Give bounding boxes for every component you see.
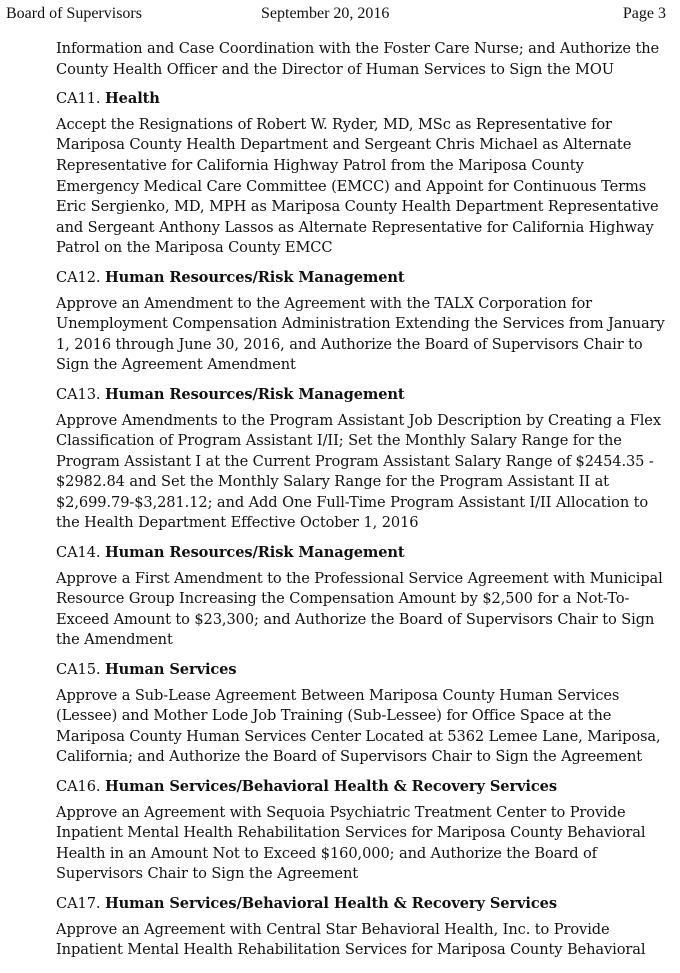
header-page-number: Page 3 xyxy=(622,5,666,22)
agenda-item-title: Human Services/Behavioral Health & Recovery Services xyxy=(104,894,557,912)
intro-paragraph: Information and Case Coordination with the Foster Care Nurse; and Authorize the County Health Officer and the Director of Human Services to Sign the MOU xyxy=(56,40,660,78)
agenda-item-ca14 xyxy=(56,543,668,651)
agenda-item-body: Approve a Sub-Lease Agreement Between Mariposa County Human Services (Lessee) and Mother Lode Job Training (Sub-Lessee) for Office Space at the Mariposa County Human Services Center Located at 5362 Lemee Lane, Mariposa, California; and Authorize the Board of Supervisors Chair to Sign the Agreement xyxy=(56,686,661,766)
agenda-item-ca11 xyxy=(56,89,668,259)
agenda-item-ca13 xyxy=(56,385,668,534)
agenda-item-heading xyxy=(56,894,668,915)
agenda-item-body: Approve a First Amendment to the Professional Service Agreement with Municipal Resource Group Increasing the Compensation Amount by $2,500 for a Not-To-Exceed Amount to $23,300; and Authorize the Board of Supervisors Chair to Sign the Amendment xyxy=(56,569,663,649)
agenda-item-number: CA16. xyxy=(56,778,101,795)
header-board-name: Board of Supervisors xyxy=(6,5,142,22)
agenda-item-title: Human Resources/Risk Management xyxy=(104,385,405,403)
agenda-item-number: CA15. xyxy=(56,661,101,679)
agenda-item-ca15 xyxy=(56,660,668,768)
agenda-item-number: CA12. xyxy=(56,268,101,286)
agenda-item-ca16 xyxy=(56,777,668,885)
agenda-item-body: Accept the Resignations of Robert W. Ryder, MD, MSc as Representative for Mariposa County Health Department and Sergeant Chris Michael as Alternate Representative for California Highway Patrol from the Mariposa County Emergency Medical Care Committee (EMCC) and Appoint for Continuous Terms Eric Sergienko, MD, MPH as Mariposa County Health Department Representative and Sergeant Anthony Lassos as Alternate Representative for California Highway Patrol on the Mariposa County EMCC xyxy=(56,115,659,257)
header-date: September 20, 2016 xyxy=(261,5,390,22)
agenda-item-number: CA14. xyxy=(56,544,101,562)
agenda-item-body: Approve an Amendment to the Agreement with the TALX Corporation for Unemployment Compensation Administration Extending the Services from January 1, 2016 through June 30, 2016, and Authorize the Board of Supervisors Chair to Sign the Agreement Amendment xyxy=(56,294,665,374)
agenda-item-title: Human Services xyxy=(104,661,237,679)
agenda-item-number: CA11. xyxy=(56,90,101,108)
agenda-item-body: Approve an Agreement with Sequoia Psychiatric Treatment Center to Provide Inpatient Mental Health Rehabilitation Services for Mariposa County Behavioral Health in an Amount Not to Exceed $160,000; and Authorize the Board of Supervisors Chair to Sign the Agreement xyxy=(56,803,646,883)
agenda-item-title: Human Services/Behavioral Health & Recovery Services xyxy=(104,778,557,795)
agenda-item-heading xyxy=(56,777,668,798)
page-header xyxy=(6,4,666,24)
agenda-item-ca17 xyxy=(56,894,668,961)
agenda-item-ca12 xyxy=(56,268,668,376)
agenda-item-heading xyxy=(56,543,668,564)
agenda-item-number: CA13. xyxy=(56,385,101,403)
agenda-item-title: Human Resources/Risk Management xyxy=(104,544,405,562)
agenda-content xyxy=(56,39,668,961)
agenda-item-number: CA17. xyxy=(56,894,101,912)
agenda-item-heading xyxy=(56,268,668,289)
agenda-item-title: Human Resources/Risk Management xyxy=(104,268,405,286)
agenda-item-heading xyxy=(56,660,668,681)
agenda-item-title: Health xyxy=(104,90,160,108)
agenda-item-heading xyxy=(56,89,668,110)
agenda-item-heading xyxy=(56,385,668,406)
agenda-item-body: Approve an Agreement with Central Star Behavioral Health, Inc. to Provide Inpatient Mental Health Rehabilitation Services for Mariposa County Behavioral xyxy=(56,920,646,959)
agenda-item-body: Approve Amendments to the Program Assistant Job Description by Creating a Flex Classification of Program Assistant I/II; Set the Monthly Salary Range for the Program Assistant I at the Current Program Assistant Salary Range of $2454.35 - $2982.84 and Set the Monthly Salary Range for the Program Assistant II at $2,699.79-$3,281.12; and Add One Full-Time Program Assistant I/II Allocation to the Health Department Effective October 1, 2016 xyxy=(56,411,661,532)
